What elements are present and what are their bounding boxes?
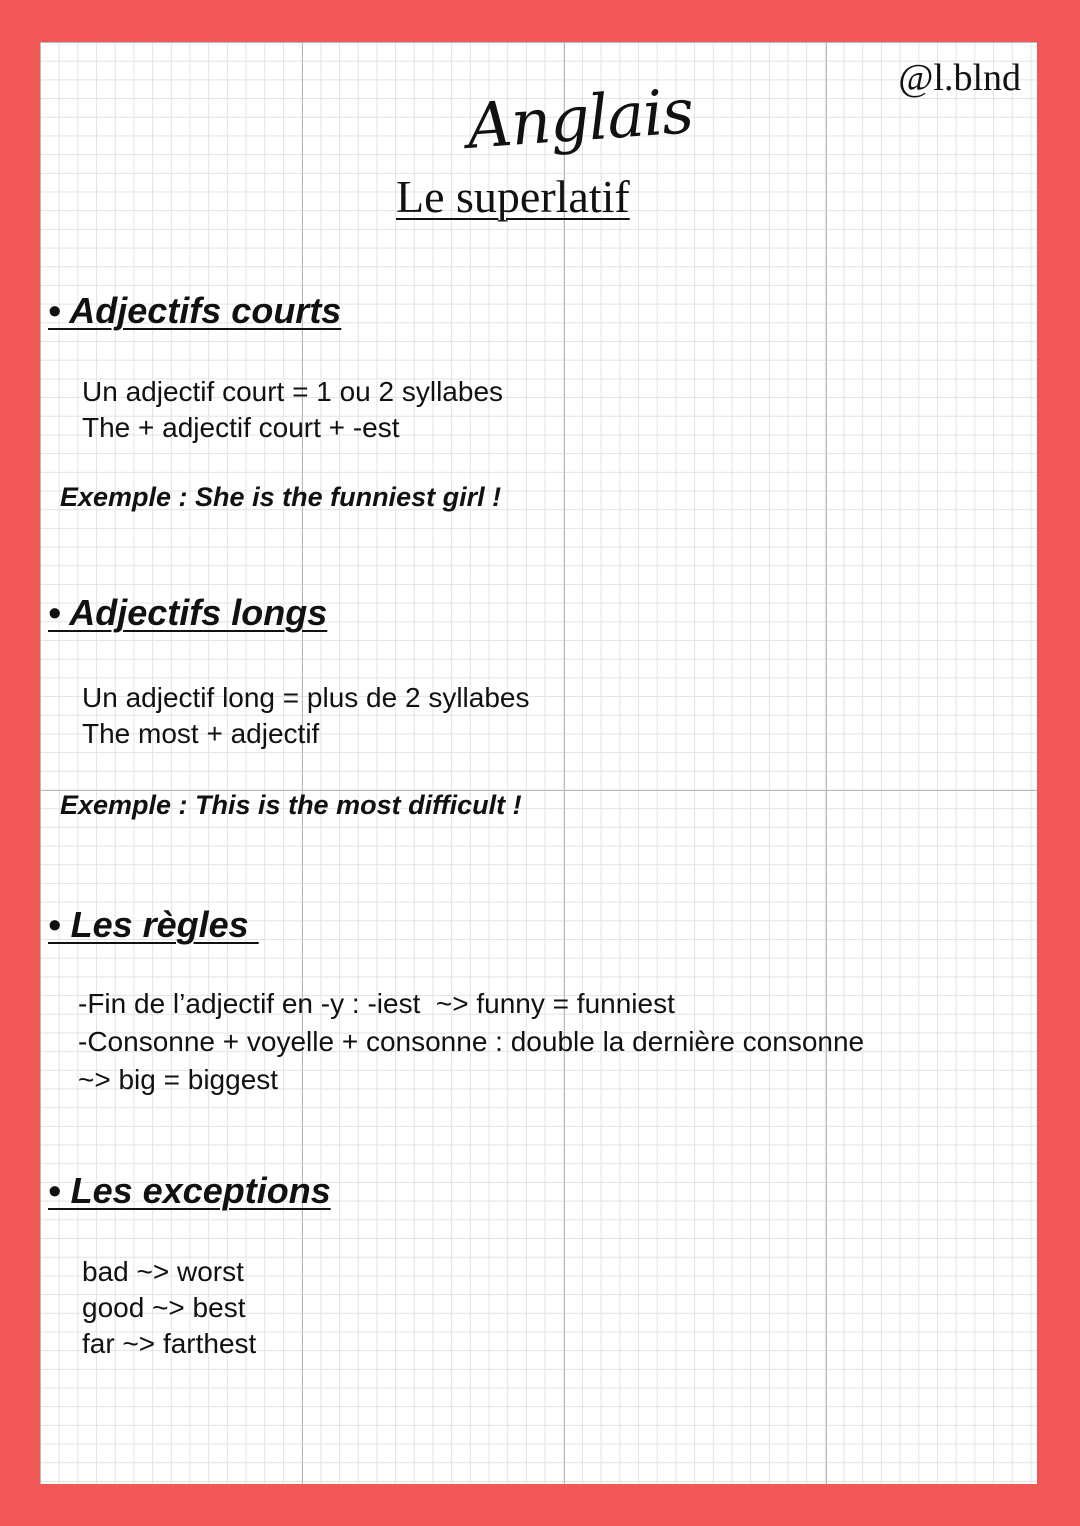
grid-paper-sheet xyxy=(40,42,1037,1484)
page-title-script: Anglais xyxy=(464,74,696,163)
rule-line: -Fin de l’adjectif en -y : -iest ~> funny = funniest xyxy=(78,988,675,1019)
exception-line: far ~> farthest xyxy=(82,1328,257,1359)
section-heading-adjectifs-courts: • Adjectifs courts xyxy=(48,290,342,331)
rule-line: Un adjectif long = plus de 2 syllabes xyxy=(82,682,530,713)
section-heading-les-exceptions: • Les exceptions xyxy=(48,1170,331,1211)
rule-line: ~> big = biggest xyxy=(78,1064,279,1095)
section-heading-les-regles: • Les règles xyxy=(48,904,259,945)
section-heading-adjectifs-longs: • Adjectifs longs xyxy=(48,592,328,633)
rule-line: -Consonne + voyelle + consonne : double la dernière consonne xyxy=(78,1026,865,1057)
rule-line: Un adjectif court = 1 ou 2 syllabes xyxy=(82,376,504,407)
rule-line: The + adjectif court + -est xyxy=(82,412,400,443)
author-handle: @l.blnd xyxy=(898,57,1021,99)
exception-line: bad ~> worst xyxy=(82,1256,244,1287)
example-line: Exemple : She is the funniest girl ! xyxy=(60,482,502,512)
exception-line: good ~> best xyxy=(82,1292,246,1323)
page-subtitle: Le superlatif xyxy=(396,171,630,222)
example-line: Exemple : This is the most difficult ! xyxy=(60,790,522,820)
rule-line: The most + adjectif xyxy=(82,718,320,749)
